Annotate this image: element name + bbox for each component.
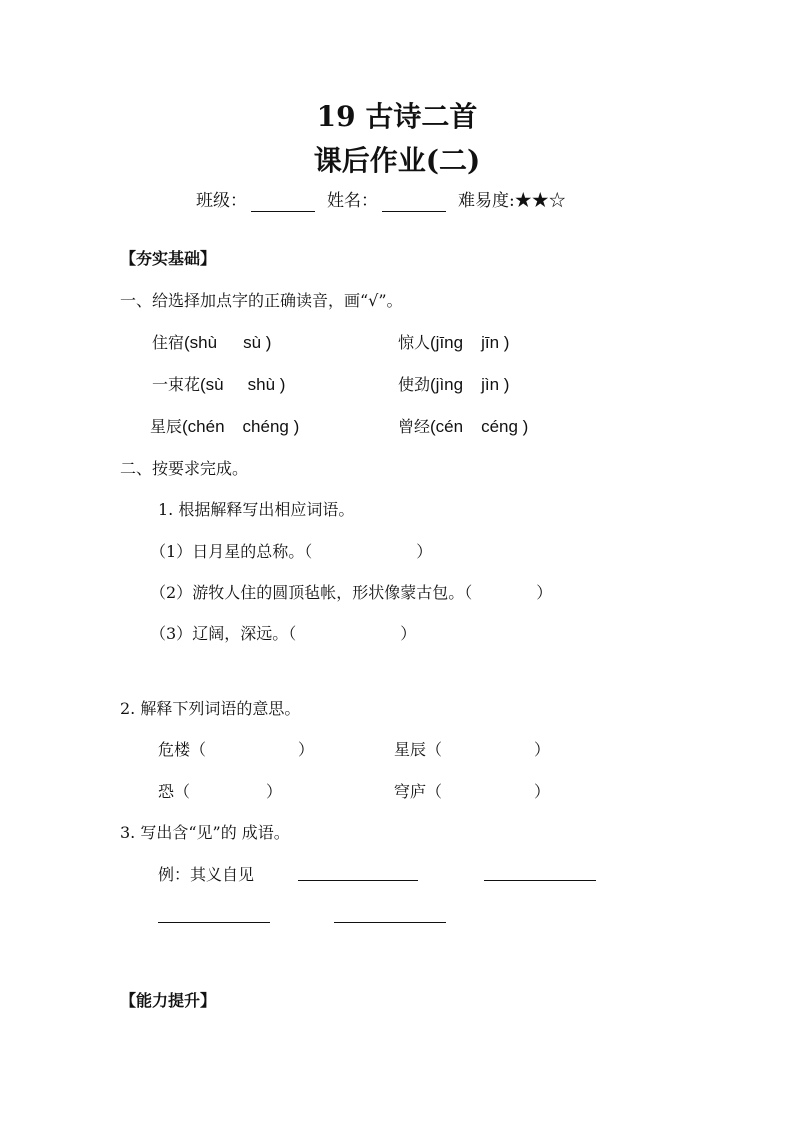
answer-line[interactable] [158, 922, 270, 923]
name-blank[interactable] [382, 193, 446, 212]
pinyin-item: 一束花(sù shù ) [152, 375, 286, 394]
pinyin-item: 住宿(shù sù ) [152, 333, 272, 352]
pinyin-item: 使劲(jìng jìn ) [398, 375, 510, 394]
definition-item: （2）游牧人住的圆顶毡帐，形状像蒙古包。（ ） [150, 583, 553, 602]
explain-item: 危楼（ ） [158, 740, 315, 759]
section-foundation: 【夯实基础】 [120, 249, 217, 268]
answer-line[interactable] [334, 922, 446, 923]
idiom-example: 例：其义自见 [158, 865, 255, 884]
section-ability: 【能力提升】 [120, 991, 217, 1010]
question-1-title: 一、给选择加点字的正确读音，画“√”。 [120, 291, 403, 310]
difficulty-label: 难易度:★★☆ [458, 191, 566, 211]
explain-item: 星辰（ ） [394, 740, 551, 759]
definition-item: （3）辽阔，深远。（ ） [150, 624, 417, 643]
sub-question-3-title: 3. 写出含“见”的 成语。 [120, 823, 290, 842]
pinyin-item: 惊人(jīng jīn ) [398, 333, 510, 352]
answer-line[interactable] [298, 880, 418, 881]
name-label: 姓名： [327, 191, 378, 211]
class-label: 班级： [196, 191, 247, 211]
question-2-title: 二、按要求完成。 [120, 459, 249, 478]
sub-question-2-title: 2. 解释下列词语的意思。 [120, 699, 301, 718]
explain-item: 恐（ ） [158, 782, 283, 801]
page-subtitle: 课后作业(二) [313, 144, 481, 177]
class-blank[interactable] [251, 193, 315, 212]
explain-item: 穹庐（ ） [394, 782, 551, 801]
pinyin-item: 曾经(cén céng ) [398, 417, 529, 436]
pinyin-item: 星辰(chén chéng ) [150, 417, 300, 436]
student-info-row [196, 190, 566, 212]
definition-item: （1）日月星的总称。（ ） [150, 542, 433, 561]
sub-question-1-title: 1. 根据解释写出相应词语。 [158, 500, 355, 519]
answer-line[interactable] [484, 880, 596, 881]
page-title: 19 古诗二首 [316, 100, 478, 133]
